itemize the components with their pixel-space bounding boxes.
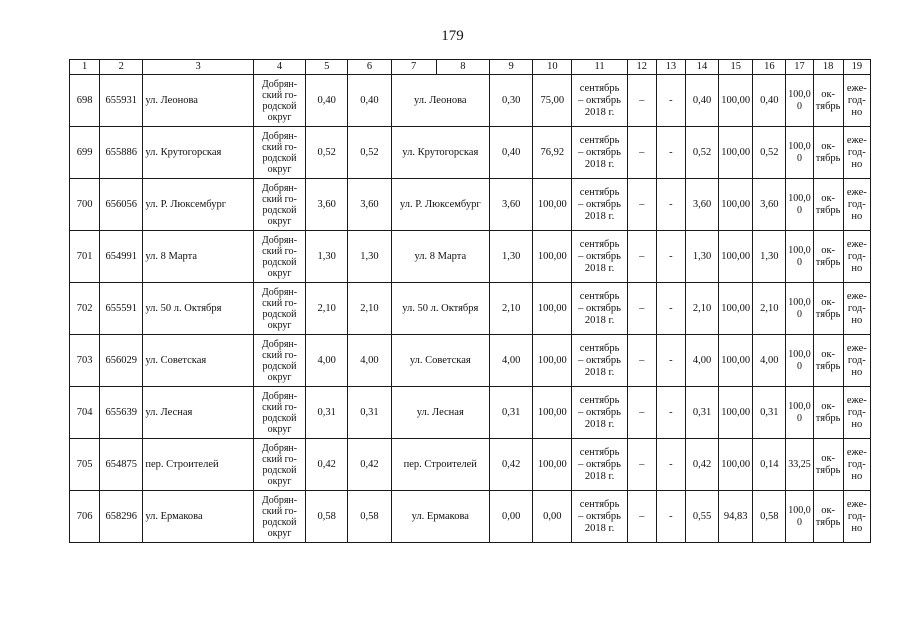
value-cell: 0,42: [348, 439, 391, 491]
percent-cell: 94,83: [719, 491, 753, 543]
street-name-cell: ул. Р. Люксембург: [143, 179, 254, 231]
percent-cell: 100,00: [719, 75, 753, 127]
code-cell: 658296: [100, 491, 143, 543]
dash-cell: –: [627, 439, 656, 491]
month-cell: ок- тябрь: [813, 335, 843, 387]
dash-cell: -: [656, 387, 685, 439]
percent-cell: 100,0 0: [786, 491, 813, 543]
code-cell: 655931: [100, 75, 143, 127]
street-name-cell: ул. 8 Марта: [143, 231, 254, 283]
value-cell: 0,52: [306, 127, 348, 179]
value-cell: 0,40: [490, 127, 533, 179]
value-cell: 4,00: [306, 335, 348, 387]
row-number-cell: 705: [70, 439, 100, 491]
percent-cell: 100,00: [719, 127, 753, 179]
dash-cell: –: [627, 335, 656, 387]
table-row: [70, 439, 871, 491]
percent-cell: 100,00: [719, 335, 753, 387]
dash-cell: –: [627, 491, 656, 543]
value-cell: 0,40: [753, 75, 786, 127]
month-cell: ок- тябрь: [813, 127, 843, 179]
district-cell: Добрян- ский го- родской округ: [253, 283, 305, 335]
header-cell: 13: [656, 60, 685, 75]
period-cell: сентябрь – октябрь 2018 г.: [572, 127, 627, 179]
table-row: [70, 75, 871, 127]
header-cell: 4: [253, 60, 305, 75]
value-cell: 0,31: [490, 387, 533, 439]
frequency-cell: еже- год- но: [843, 127, 870, 179]
percent-cell: 100,0 0: [786, 231, 813, 283]
frequency-cell: еже- год- но: [843, 335, 870, 387]
frequency-cell: еже- год- но: [843, 231, 870, 283]
value-cell: 0,58: [348, 491, 391, 543]
street-name-cell: ул. Леонова: [391, 75, 489, 127]
month-cell: ок- тябрь: [813, 283, 843, 335]
code-cell: 656029: [100, 335, 143, 387]
dash-cell: -: [656, 335, 685, 387]
period-cell: сентябрь – октябрь 2018 г.: [572, 179, 627, 231]
page-number: 179: [441, 28, 464, 44]
header-row: [70, 60, 871, 75]
value-cell: 0,14: [753, 439, 786, 491]
dash-cell: –: [627, 231, 656, 283]
street-name-cell: ул. 50 л. Октября: [143, 283, 254, 335]
code-cell: 655639: [100, 387, 143, 439]
value-cell: 0,40: [306, 75, 348, 127]
header-cell: 9: [490, 60, 533, 75]
percent-cell: 100,00: [533, 387, 572, 439]
code-cell: 655886: [100, 127, 143, 179]
percent-cell: 100,0 0: [786, 127, 813, 179]
value-cell: 4,00: [753, 335, 786, 387]
dash-cell: -: [656, 75, 685, 127]
header-cell: 15: [719, 60, 753, 75]
month-cell: ок- тябрь: [813, 491, 843, 543]
header-cell: 5: [306, 60, 348, 75]
header-cell: 3: [143, 60, 254, 75]
frequency-cell: еже- год- но: [843, 491, 870, 543]
table-row: [70, 179, 871, 231]
street-name-cell: ул. Крутогорская: [391, 127, 489, 179]
frequency-cell: еже- год- но: [843, 75, 870, 127]
value-cell: 2,10: [348, 283, 391, 335]
dash-cell: -: [656, 179, 685, 231]
street-name-cell: ул. Леонова: [143, 75, 254, 127]
dash-cell: -: [656, 231, 685, 283]
value-cell: 1,30: [685, 231, 718, 283]
dash-cell: –: [627, 179, 656, 231]
code-cell: 656056: [100, 179, 143, 231]
header-cell: 10: [533, 60, 572, 75]
value-cell: 1,30: [753, 231, 786, 283]
period-cell: сентябрь – октябрь 2018 г.: [572, 283, 627, 335]
percent-cell: 100,0 0: [786, 283, 813, 335]
percent-cell: 100,0 0: [786, 387, 813, 439]
month-cell: ок- тябрь: [813, 75, 843, 127]
row-number-cell: 700: [70, 179, 100, 231]
value-cell: 3,60: [753, 179, 786, 231]
dash-cell: –: [627, 283, 656, 335]
percent-cell: 76,92: [533, 127, 572, 179]
period-cell: сентябрь – октябрь 2018 г.: [572, 439, 627, 491]
value-cell: 0,42: [306, 439, 348, 491]
month-cell: ок- тябрь: [813, 231, 843, 283]
value-cell: 2,10: [753, 283, 786, 335]
code-cell: 655591: [100, 283, 143, 335]
street-name-cell: пер. Строителей: [391, 439, 489, 491]
row-number-cell: 698: [70, 75, 100, 127]
header-cell: 8: [436, 60, 489, 75]
dash-cell: –: [627, 75, 656, 127]
percent-cell: 100,00: [719, 439, 753, 491]
value-cell: 2,10: [685, 283, 718, 335]
value-cell: 3,60: [490, 179, 533, 231]
value-cell: 0,42: [685, 439, 718, 491]
header-cell: 18: [813, 60, 843, 75]
table-row: [70, 283, 871, 335]
header-cell: 1: [70, 60, 100, 75]
value-cell: 0,30: [490, 75, 533, 127]
percent-cell: 100,00: [719, 283, 753, 335]
value-cell: 0,52: [348, 127, 391, 179]
dash-cell: -: [656, 439, 685, 491]
header-cell: 16: [753, 60, 786, 75]
frequency-cell: еже- год- но: [843, 283, 870, 335]
header-cell: 2: [100, 60, 143, 75]
district-cell: Добрян- ский го- родской округ: [253, 439, 305, 491]
district-cell: Добрян- ский го- родской округ: [253, 179, 305, 231]
percent-cell: 100,0 0: [786, 179, 813, 231]
percent-cell: 100,0 0: [786, 75, 813, 127]
percent-cell: 75,00: [533, 75, 572, 127]
street-name-cell: ул. Ермакова: [143, 491, 254, 543]
row-number-cell: 699: [70, 127, 100, 179]
row-number-cell: 706: [70, 491, 100, 543]
value-cell: 0,00: [490, 491, 533, 543]
table-row: [70, 491, 871, 543]
percent-cell: 100,00: [533, 231, 572, 283]
period-cell: сентябрь – октябрь 2018 г.: [572, 491, 627, 543]
percent-cell: 100,00: [719, 387, 753, 439]
table-row: [70, 335, 871, 387]
dash-cell: –: [627, 387, 656, 439]
value-cell: 0,42: [490, 439, 533, 491]
table-row: [70, 231, 871, 283]
district-cell: Добрян- ский го- родской округ: [253, 75, 305, 127]
percent-cell: 0,00: [533, 491, 572, 543]
value-cell: 3,60: [306, 179, 348, 231]
value-cell: 1,30: [348, 231, 391, 283]
frequency-cell: еже- год- но: [843, 179, 870, 231]
value-cell: 2,10: [490, 283, 533, 335]
code-cell: 654991: [100, 231, 143, 283]
street-name-cell: ул. Лесная: [143, 387, 254, 439]
value-cell: 0,31: [348, 387, 391, 439]
street-name-cell: пер. Строителей: [143, 439, 254, 491]
value-cell: 3,60: [685, 179, 718, 231]
header-cell: 7: [391, 60, 436, 75]
dash-cell: -: [656, 127, 685, 179]
district-cell: Добрян- ский го- родской округ: [253, 127, 305, 179]
street-name-cell: ул. 50 л. Октября: [391, 283, 489, 335]
table-row: [70, 387, 871, 439]
header-cell: 17: [786, 60, 813, 75]
value-cell: 0,40: [685, 75, 718, 127]
value-cell: 0,31: [685, 387, 718, 439]
street-name-cell: ул. Ермакова: [391, 491, 489, 543]
street-name-cell: ул. Советская: [391, 335, 489, 387]
period-cell: сентябрь – октябрь 2018 г.: [572, 75, 627, 127]
street-name-cell: ул. 8 Марта: [391, 231, 489, 283]
dash-cell: -: [656, 491, 685, 543]
frequency-cell: еже- год- но: [843, 387, 870, 439]
percent-cell: 100,00: [533, 179, 572, 231]
value-cell: 0,58: [306, 491, 348, 543]
value-cell: 2,10: [306, 283, 348, 335]
data-table: [69, 59, 871, 543]
district-cell: Добрян- ский го- родской округ: [253, 491, 305, 543]
value-cell: 3,60: [348, 179, 391, 231]
row-number-cell: 704: [70, 387, 100, 439]
period-cell: сентябрь – октябрь 2018 г.: [572, 231, 627, 283]
header-cell: 14: [685, 60, 718, 75]
dash-cell: –: [627, 127, 656, 179]
value-cell: 1,30: [490, 231, 533, 283]
value-cell: 1,30: [306, 231, 348, 283]
street-name-cell: ул. Крутогорская: [143, 127, 254, 179]
row-number-cell: 701: [70, 231, 100, 283]
header-cell: 19: [843, 60, 870, 75]
street-name-cell: ул. Лесная: [391, 387, 489, 439]
code-cell: 654875: [100, 439, 143, 491]
percent-cell: 33,25: [786, 439, 813, 491]
street-name-cell: ул. Советская: [143, 335, 254, 387]
header-cell: 12: [627, 60, 656, 75]
month-cell: ок- тябрь: [813, 179, 843, 231]
percent-cell: 100,00: [719, 179, 753, 231]
table-row: [70, 127, 871, 179]
percent-cell: 100,0 0: [786, 335, 813, 387]
row-number-cell: 702: [70, 283, 100, 335]
value-cell: 4,00: [490, 335, 533, 387]
row-number-cell: 703: [70, 335, 100, 387]
district-cell: Добрян- ский го- родской округ: [253, 335, 305, 387]
percent-cell: 100,00: [533, 335, 572, 387]
period-cell: сентябрь – октябрь 2018 г.: [572, 335, 627, 387]
header-cell: 6: [348, 60, 391, 75]
percent-cell: 100,00: [533, 439, 572, 491]
value-cell: 4,00: [685, 335, 718, 387]
percent-cell: 100,00: [533, 283, 572, 335]
value-cell: 0,31: [753, 387, 786, 439]
district-cell: Добрян- ский го- родской округ: [253, 231, 305, 283]
frequency-cell: еже- год- но: [843, 439, 870, 491]
value-cell: 0,55: [685, 491, 718, 543]
value-cell: 0,58: [753, 491, 786, 543]
district-cell: Добрян- ский го- родской округ: [253, 387, 305, 439]
period-cell: сентябрь – октябрь 2018 г.: [572, 387, 627, 439]
value-cell: 0,52: [685, 127, 718, 179]
header-cell: 11: [572, 60, 627, 75]
dash-cell: -: [656, 283, 685, 335]
street-name-cell: ул. Р. Люксембург: [391, 179, 489, 231]
value-cell: 0,40: [348, 75, 391, 127]
value-cell: 4,00: [348, 335, 391, 387]
value-cell: 0,52: [753, 127, 786, 179]
percent-cell: 100,00: [719, 231, 753, 283]
month-cell: ок- тябрь: [813, 387, 843, 439]
month-cell: ок- тябрь: [813, 439, 843, 491]
value-cell: 0,31: [306, 387, 348, 439]
